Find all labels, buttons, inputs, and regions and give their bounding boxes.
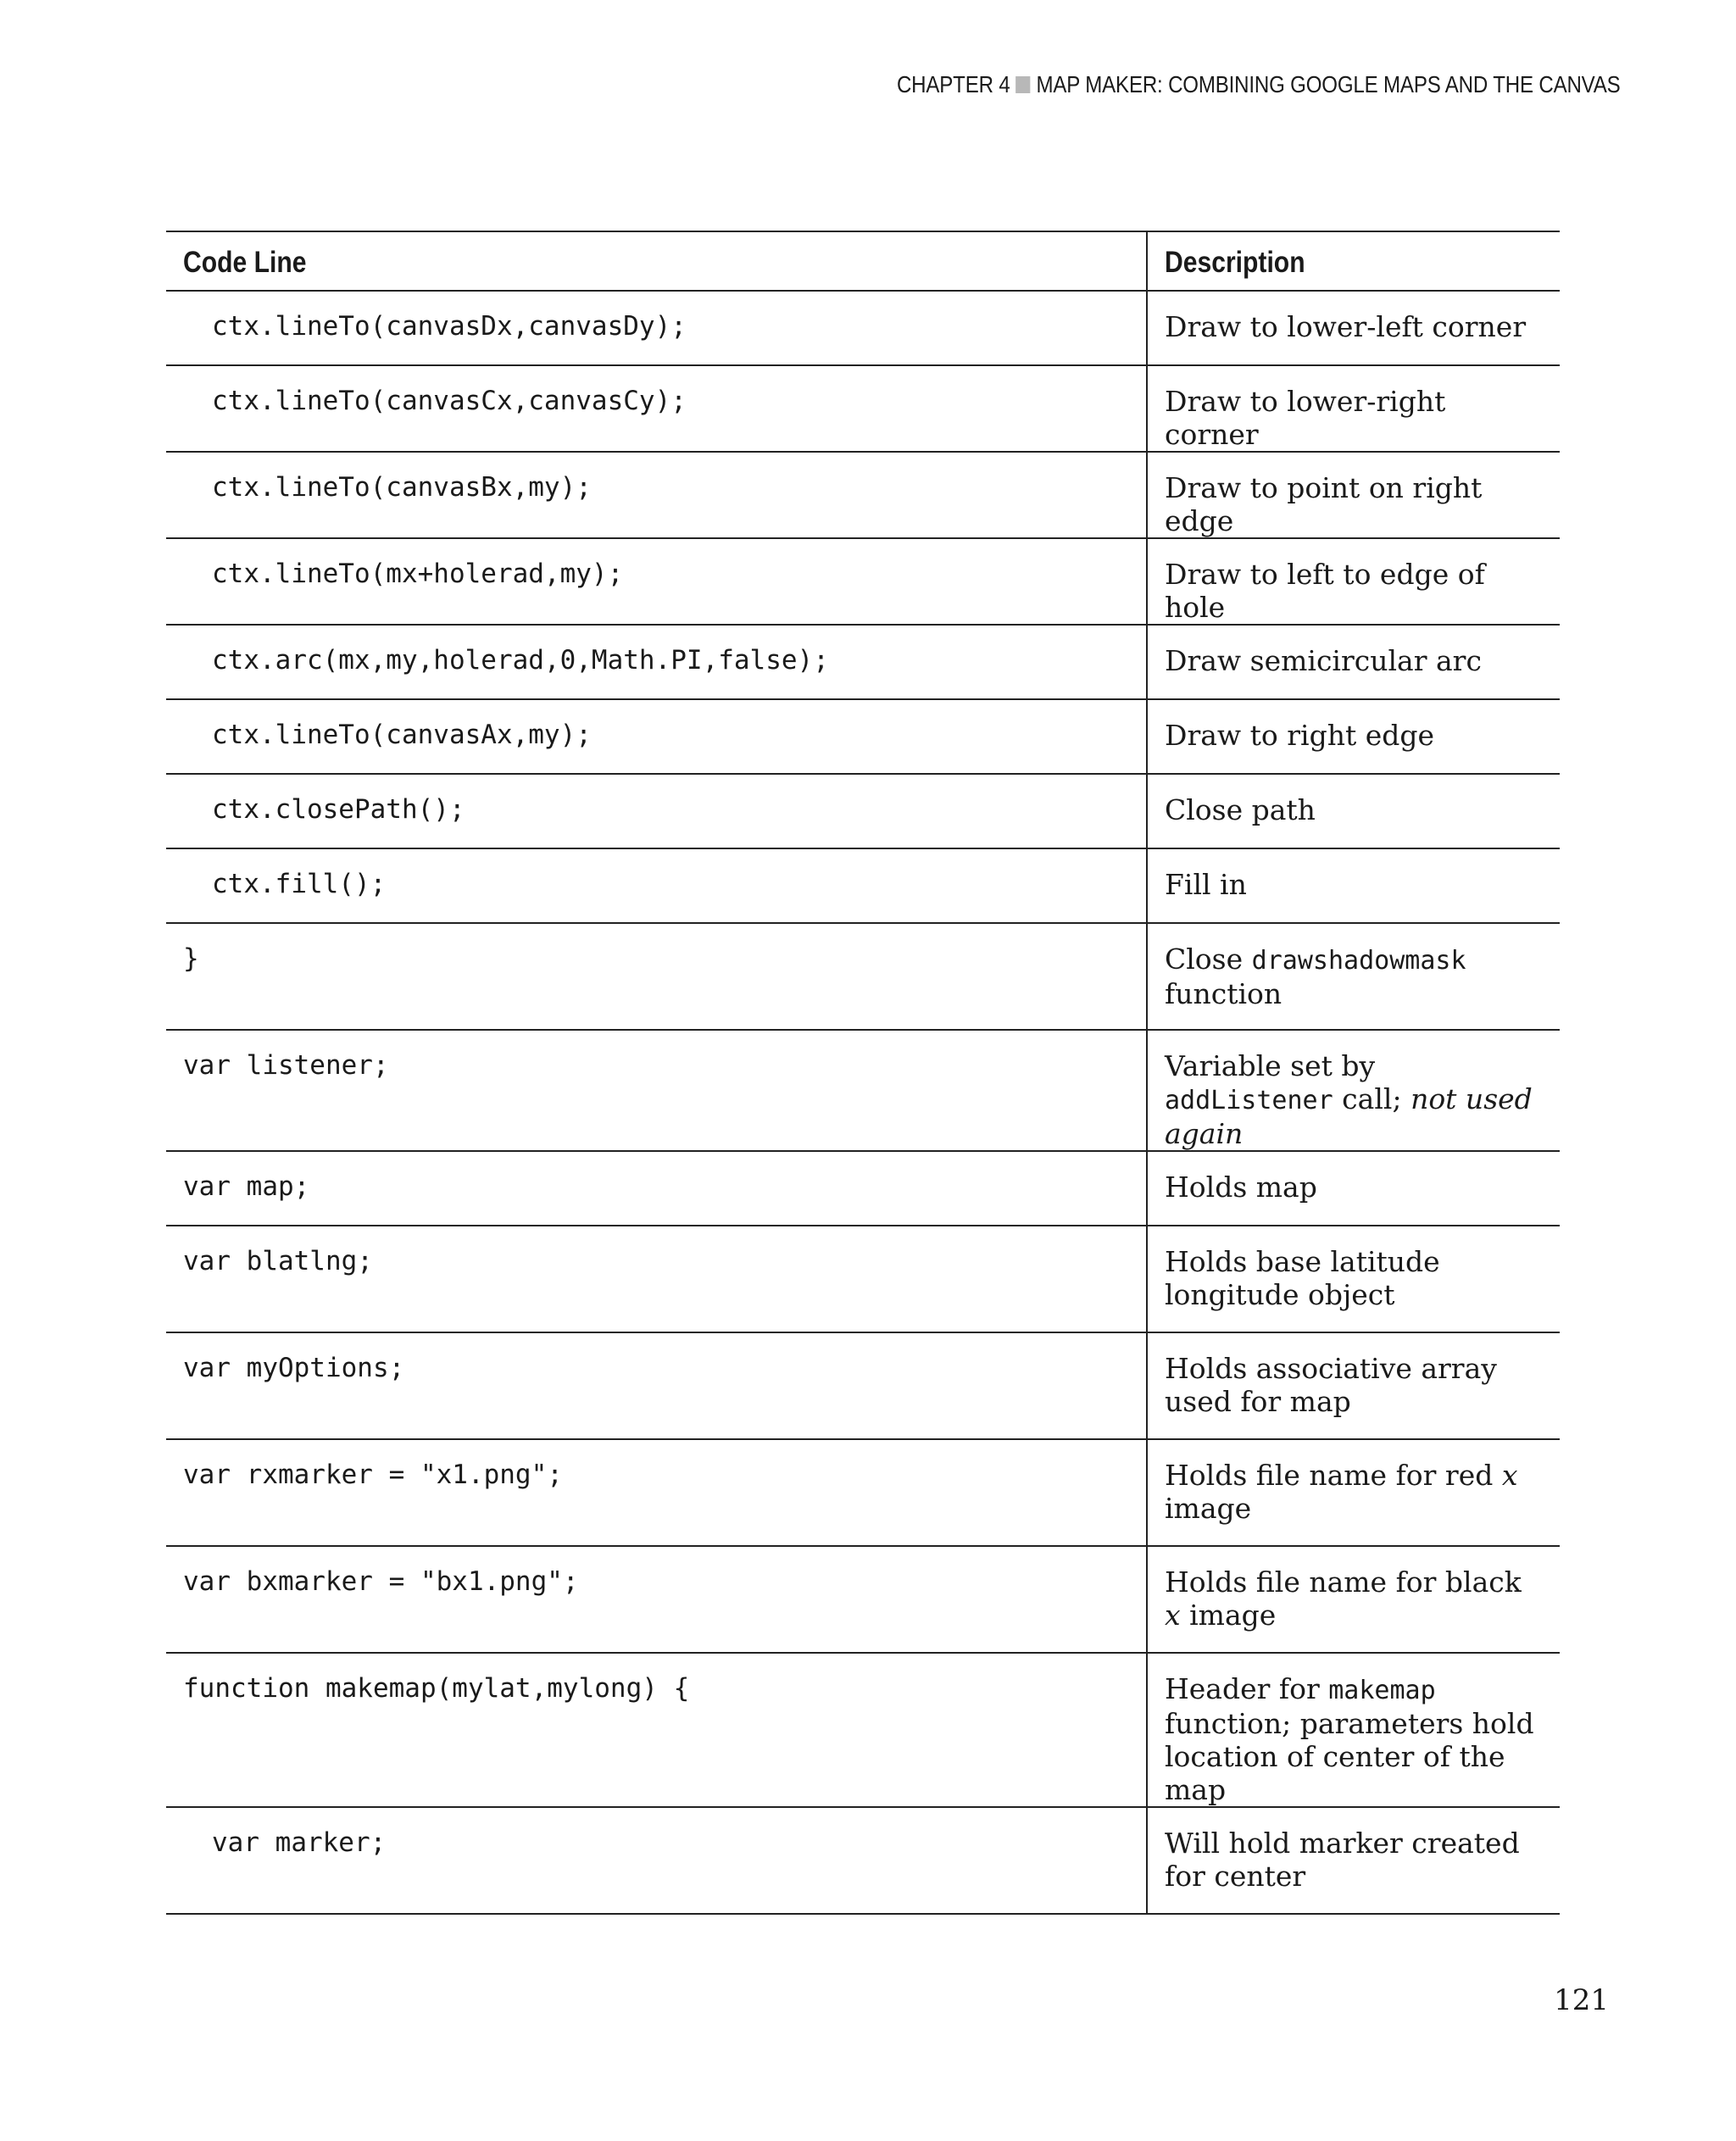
table-row: [166, 1030, 1560, 1151]
description-code: addListener: [1165, 1086, 1333, 1115]
description-cell: [1147, 1151, 1560, 1226]
code-cell: var bxmarker = "bx1.png";: [166, 1546, 1147, 1653]
description-cell: [1147, 923, 1560, 1030]
description-text: Draw to right edge: [1165, 719, 1435, 752]
code-cell: ctx.arc(mx,my,holerad,0,Math.PI,false);: [166, 625, 1147, 699]
table-row: [166, 923, 1560, 1030]
description-text: Close path: [1165, 793, 1316, 826]
table-row: [166, 1807, 1560, 1914]
description-text: Draw semicircular arc: [1165, 644, 1482, 677]
table-row: [166, 848, 1560, 923]
code-cell: }: [166, 923, 1147, 1030]
table-row: [166, 699, 1560, 774]
description-text: Holds file name for black: [1165, 1565, 1522, 1599]
table-row: [166, 1226, 1560, 1332]
description-cell: [1147, 625, 1560, 699]
description-text: call;: [1333, 1082, 1411, 1115]
description-cell: [1147, 848, 1560, 923]
description-text: Draw to lower-left corner: [1165, 310, 1527, 343]
table-row: [166, 452, 1560, 538]
code-cell: var map;: [166, 1151, 1147, 1226]
description-italic: x: [1501, 1459, 1518, 1492]
description-cell: [1147, 1332, 1560, 1439]
code-description-table: [166, 231, 1560, 1915]
table-row: [166, 291, 1560, 365]
description-text: image: [1165, 1492, 1252, 1525]
running-header: [897, 71, 1621, 98]
code-cell: var blatlng;: [166, 1226, 1147, 1332]
header-separator-square: [1016, 76, 1031, 93]
description-text: function: [1165, 977, 1283, 1010]
description-text: image: [1180, 1599, 1277, 1632]
description-text: Fill in: [1165, 868, 1247, 901]
description-text: Holds associative array used for map: [1165, 1352, 1497, 1418]
chapter-title: MAP MAKER: COMBINING GOOGLE MAPS AND THE CANVAS: [1036, 71, 1621, 97]
table-row: [166, 774, 1560, 848]
description-cell: [1147, 1226, 1560, 1332]
column-header-code-line: Code Line: [166, 231, 1147, 291]
code-cell: ctx.lineTo(canvasCx,canvasCy);: [166, 365, 1147, 452]
page-number: 121: [1554, 1983, 1609, 2017]
description-cell: [1147, 452, 1560, 538]
description-text: Header for: [1165, 1672, 1329, 1705]
description-cell: [1147, 1653, 1560, 1807]
description-cell: [1147, 699, 1560, 774]
description-cell: [1147, 774, 1560, 848]
table-header-row: [166, 231, 1560, 291]
table-row: [166, 1653, 1560, 1807]
description-cell: [1147, 1807, 1560, 1914]
description-cell: [1147, 1546, 1560, 1653]
description-cell: [1147, 365, 1560, 452]
description-cell: [1147, 538, 1560, 625]
description-italic: x: [1165, 1599, 1181, 1632]
code-cell: var myOptions;: [166, 1332, 1147, 1439]
chapter-label: CHAPTER 4: [897, 71, 1010, 97]
code-cell: ctx.lineTo(canvasAx,my);: [166, 699, 1147, 774]
code-cell: ctx.closePath();: [166, 774, 1147, 848]
code-cell: ctx.lineTo(canvasBx,my);: [166, 452, 1147, 538]
description-italic: not used again: [1165, 1082, 1533, 1150]
column-header-description: Description: [1147, 231, 1560, 291]
table-row: [166, 538, 1560, 625]
code-cell: var listener;: [166, 1030, 1147, 1151]
description-cell: [1147, 1030, 1560, 1151]
code-cell: var marker;: [166, 1807, 1147, 1914]
description-text: Holds base latitude longitude object: [1165, 1245, 1440, 1311]
description-code: makemap: [1328, 1676, 1436, 1705]
table-row: [166, 625, 1560, 699]
table-row: [166, 1439, 1560, 1546]
table-row: [166, 1332, 1560, 1439]
code-cell: function makemap(mylat,mylong) {: [166, 1653, 1147, 1807]
description-text: Holds map: [1165, 1171, 1317, 1204]
code-cell: var rxmarker = "x1.png";: [166, 1439, 1147, 1546]
description-code: drawshadowmask: [1251, 946, 1466, 976]
description-text: Draw to left to edge of hole: [1165, 558, 1485, 624]
description-text: Will hold marker created for center: [1165, 1827, 1520, 1893]
table-row: [166, 1151, 1560, 1226]
description-text: Variable set by: [1165, 1049, 1376, 1082]
table-row: [166, 365, 1560, 452]
description-text: Draw to lower-right corner: [1165, 385, 1446, 451]
code-cell: ctx.fill();: [166, 848, 1147, 923]
code-cell: ctx.lineTo(canvasDx,canvasDy);: [166, 291, 1147, 365]
description-text: function; parameters hold location of center of the map: [1165, 1707, 1534, 1806]
description-text: Draw to point on right edge: [1165, 471, 1483, 537]
code-cell: ctx.lineTo(mx+holerad,my);: [166, 538, 1147, 625]
description-cell: [1147, 1439, 1560, 1546]
description-text: Close: [1165, 943, 1252, 976]
description-cell: [1147, 291, 1560, 365]
description-text: Holds file name for red: [1165, 1459, 1502, 1492]
table-row: [166, 1546, 1560, 1653]
